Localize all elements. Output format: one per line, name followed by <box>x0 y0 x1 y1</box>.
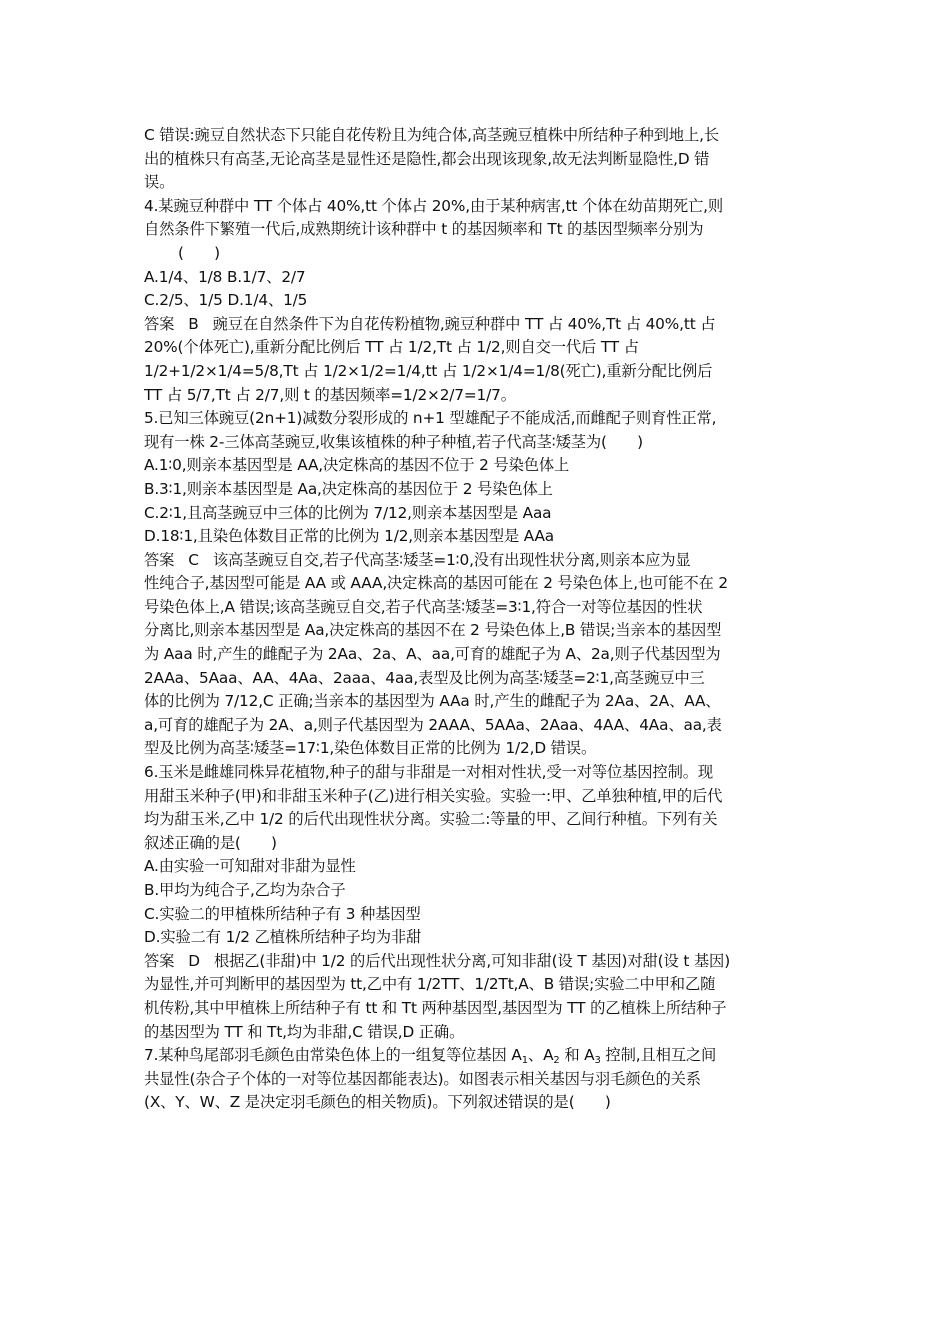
answer-5-text: 该高茎豌豆自交,若子代高茎∶矮茎=1∶0,没有出现性状分离,则亲本应为显 <box>212 550 691 569</box>
answer-5-line-7: 体的比例为 7/12,C 正确;当亲本的基因型为 AAa 时,产生的雌配子为 2Aa、2A、AA、 <box>144 692 721 711</box>
question-5-option-b: B.3∶1,则亲本基因型是 Aa,决定株高的基因位于 2 号染色体上 <box>144 479 553 498</box>
subscript-2: 2 <box>553 1055 560 1067</box>
question-6-stem-line-1: 6.玉米是雌雄同株异花植物,种子的甜与非甜是一对相对性状,受一对等位基因控制。现 <box>144 763 714 782</box>
q3-explanation-line-2: 出的植株只有高茎,无论高茎是显性还是隐性,都会出现该现象,故无法判断显隐性,D 错 <box>144 149 710 168</box>
question-5-option-d: D.18∶1,且染色体数目正常的比例为 1/2,则亲本基因型是 AAa <box>144 527 555 546</box>
subscript-3: 3 <box>594 1055 601 1067</box>
q3-explanation-line-3: 误。 <box>144 173 175 192</box>
answer-4-line-3: 1/2+1/2×1/4=5/8,Tt 占 1/2×1/2=1/4,tt 占 1/2×1/4=1/8(死亡),重新分配比例后 <box>144 361 713 380</box>
question-6-option-b: B.甲均为纯合子,乙均为杂合子 <box>144 881 346 899</box>
answer-5-line-1 <box>144 549 808 573</box>
answer-label: 答案 <box>144 314 175 333</box>
question-6-option-a: A.由实验一可知甜对非甜为显性 <box>144 857 356 876</box>
answer-4-line-1 <box>144 313 808 337</box>
answer-letter: D <box>188 951 200 970</box>
question-7-stem-line-3: (X、Y、W、Z 是决定羽毛颜色的相关物质)。下列叙述错误的是( ) <box>144 1093 611 1112</box>
answer-5-line-3: 号染色体上,A 错误;该高茎豌豆自交,若子代高茎∶矮茎=3∶1,符合一对等位基因的性状 <box>144 597 703 616</box>
answer-5-line-4: 分离比,则亲本基因型是 Aa,决定株高的基因不在 2 号染色体上,B 错误;当亲本的基因型 <box>144 621 722 640</box>
question-7-stem-line-2: 共显性(杂合子个体的一对等位基因都能表达)。如图表示相关基因与羽毛颜色的关系 <box>144 1069 701 1088</box>
question-6-option-c: C.实验二的甲植株所结种子有 3 种基因型 <box>144 904 421 923</box>
q7-text-c: 和 A <box>559 1046 595 1065</box>
question-5-stem-line-1: 5.已知三体豌豆(2n+1)减数分裂形成的 n+1 型雄配子不能成活,而雌配子则育性正常, <box>144 409 717 428</box>
answer-letter: B <box>188 314 199 333</box>
question-4-options-ab: A.1/4、1/8 B.1/7、2/7 <box>144 267 306 286</box>
question-6-stem-line-3: 均为甜玉米,乙中 1/2 的后代出现性状分离。实验二:等量的甲、乙间行种植。下列有关 <box>144 810 718 829</box>
answer-5-line-2: 性纯合子,基因型可能是 AA 或 AAA,决定株高的基因可能在 2 号染色体上,也可能不在 2 <box>144 574 728 593</box>
question-5-stem-line-2: 现有一株 2-三体高茎豌豆,收集该植株的种子种植,若子代高茎∶矮茎为( ) <box>144 432 643 451</box>
q3-explanation-line-1: C 错误:豌豆自然状态下只能自花传粉且为纯合体,高茎豌豆植株中所结种子种到地上,长 <box>144 126 719 144</box>
answer-5-line-8: a,可育的雄配子为 2A、a,则子代基因型为 2AAA、5AAa、2Aaa、4AA、4Aa、aa,表 <box>144 715 722 734</box>
answer-4-line-2: 20%(个体死亡),重新分配比例后 TT 占 1/2,Tt 占 1/2,则自交一代后 TT 占 <box>144 338 639 357</box>
question-4-options-cd: C.2/5、1/5 D.1/4、1/5 <box>144 291 308 310</box>
answer-6-text: 根据乙(非甜)中 1/2 的后代出现性状分离,可知非甜(设 T 基因)对甜(设 t 基因) <box>213 951 731 970</box>
answer-5-line-6: 2AAa、5Aaa、AA、4Aa、2aaa、4aa,表型及比例为高茎∶矮茎=2∶1,高茎豌豆中三 <box>144 668 705 687</box>
question-4-stem-line-1: 4.某豌豆种群中 TT 个体占 40%,tt 个体占 20%,由于某种病害,tt 个体在幼苗期死亡,则 <box>144 196 723 215</box>
answer-6-line-1 <box>144 950 808 974</box>
question-5-option-c: C.2∶1,且高茎豌豆中三体的比例为 7/12,则亲本基因型是 Aaa <box>144 503 552 522</box>
answer-letter: C <box>188 550 199 569</box>
question-4-blank: ( ) <box>178 243 220 262</box>
q7-text-a: 7.某种鸟尾部羽毛颜色由常染色体上的一组复等位基因 A <box>144 1046 522 1065</box>
answer-6-line-3: 机传粉,其中甲植株上所结种子有 tt 和 Tt 两种基因型,基因型为 TT 的乙植株上所结种子 <box>144 998 727 1017</box>
answer-6-line-2: 为显性,并可判断甲的基因型为 tt,乙中有 1/2TT、1/2Tt,A、B 错误;实验二中甲和乙随 <box>144 975 716 994</box>
q7-text-d: 控制,且相互之间 <box>600 1046 717 1065</box>
answer-label: 答案 <box>144 550 175 569</box>
question-6-option-d: D.实验二有 1/2 乙植株所结种子均为非甜 <box>144 928 422 947</box>
answer-4-line-4: TT 占 5/7,Tt 占 2/7,则 t 的基因频率=1/2×2/7=1/7。 <box>144 385 516 404</box>
question-6-stem-line-2: 用甜玉米种子(甲)和非甜玉米种子(乙)进行相关实验。实验一:甲、乙单独种植,甲的后代 <box>144 786 723 805</box>
question-4-stem-line-2: 自然条件下繁殖一代后,成熟期统计该种群中 t 的基因频率和 Tt 的基因型频率分别为 <box>144 220 704 239</box>
answer-5-line-9: 型及比例为高茎∶矮茎=17∶1,染色体数目正常的比例为 1/2,D 错误。 <box>144 739 597 758</box>
question-6-stem-line-4: 叙述正确的是( ) <box>144 833 277 852</box>
answer-5-line-5: 为 Aaa 时,产生的雌配子为 2Aa、2a、A、aa,可育的雄配子为 A、2a,则子代基因型为 <box>144 645 721 664</box>
question-5-option-a: A.1∶0,则亲本基因型是 AA,决定株高的基因不位于 2 号染色体上 <box>144 456 570 475</box>
question-7-stem-line-1 <box>144 1044 808 1068</box>
answer-label: 答案 <box>144 951 175 970</box>
q7-text-b: 、A <box>527 1046 554 1065</box>
document-page <box>144 124 808 1115</box>
answer-6-line-4: 的基因型为 TT 和 Tt,均为非甜,C 错误,D 正确。 <box>144 1022 465 1041</box>
answer-4-text: 豌豆在自然条件下为自花传粉植物,豌豆种群中 TT 占 40%,Tt 占 40%,tt 占 <box>212 314 716 333</box>
subscript-1: 1 <box>521 1055 528 1067</box>
